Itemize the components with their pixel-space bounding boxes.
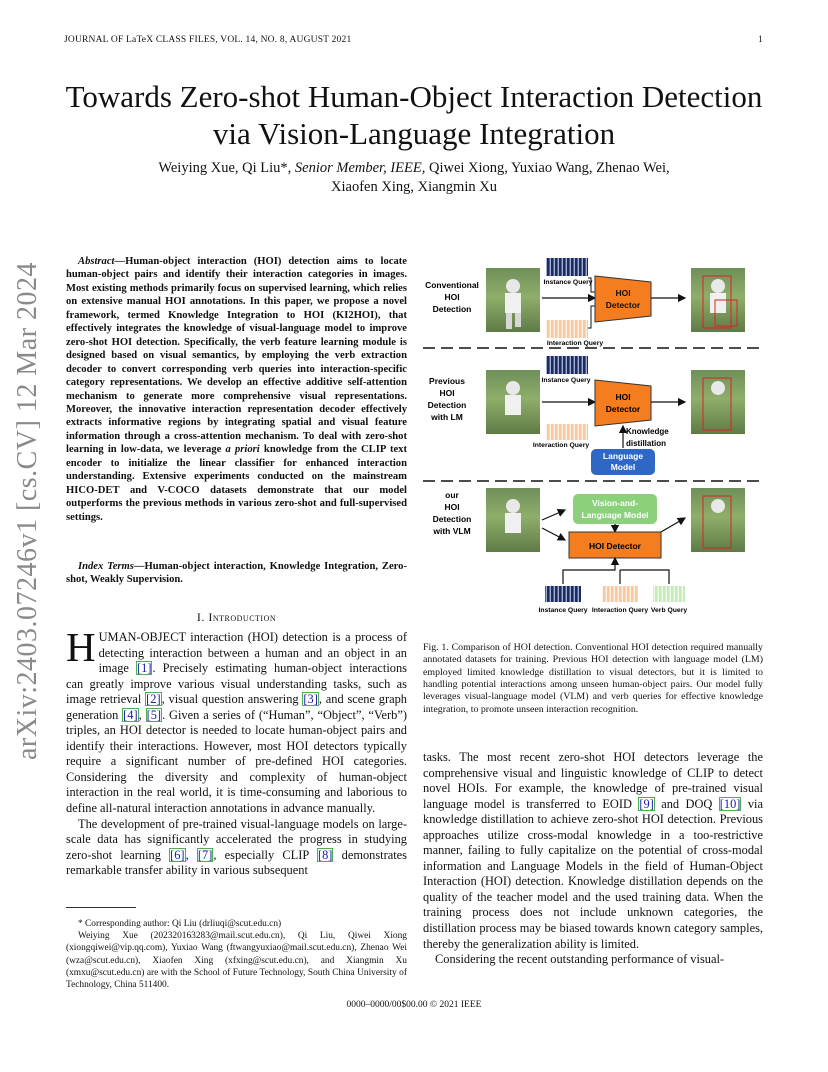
text-run: UMAN-OBJECT interaction (HOI) detection is a process of detecting interaction between a human and an object in an image [98,630,407,676]
citation-link[interactable]: [1] [137,661,152,676]
interaction-query-label-2: Interaction Query [532,442,590,449]
interaction-query-tokens-2 [546,424,588,440]
hoi-detector-label-2: Detector [605,300,641,310]
index-terms-text: —Human-object interaction, Knowledge Integration, Zero-shot, Weakly Supervision. [66,561,407,586]
output-image-photo [691,268,745,332]
intro-paragraph-1 [66,624,407,817]
figure-caption: Fig. 1. Comparison of HOI detection. Conventional HOI detection required manually annotated datasets for training. Previous HOI detection with language model (LM) employed limited knowledge distillation to visual detectors, but it is limited to handling potential interactions among unseen human-object pairs. Our model fully leverages visual-language model (VLM) and verb queries for effective knowledge integration, to promote unseen interaction recognition. [423,642,763,715]
author-list [60,159,768,197]
vlm-label-2: Language Model [581,510,649,520]
paper-title: Towards Zero-shot Human-Object Interaction Detection via Vision-Language Integration [65,79,763,151]
abstract [66,255,407,524]
instance-query-tokens-3 [545,586,581,602]
row3-label-1: our [445,490,459,500]
vlm-label-1: Vision-and- [591,498,639,508]
index-terms-label: Index Terms [78,561,134,572]
text-run: , and scene graph generation [66,692,407,722]
footnote-affiliations: Weiying Xue (202320163283@mail.scut.edu.cn), Qi Liu, Qiwei Xiong (xiongqiwei@vip.qq.com), Yuxiao Wang (ftwangyuxiao@mail.scut.edu.cn), Zhenao Wei (wza@scut.edu.cn), Xiaofen Xing (xfxing@scut.edu.cn), and Xiangmin Xu (xmxu@scut.edu.cn) are with the School of Future Technology, South China University of Technology, China 511400. [66,931,407,991]
interaction-query-tokens [546,320,588,338]
abstract-text: —Human-object interaction (HOI) detection aims to locate human-object pairs and identify their interaction categories in images. Most existing methods primarily focus on supervised learning, which relies on extensive manual HOI annotations. In this paper, we propose a novel framework, termed Knowledge Integration to HOI (KI2HOI), that effectively integrates the knowledge of visual-language model to improve zero-shot HOI detection. Specifically, the verb feature learning module is designed based on visual semantics, by employing the verb extraction decoder to convert corresponding verb queries into interaction-specific category representations. We develop an effective additive self-attention mechanism to generate more comprehensive visual representations. Moreover, the innovative interaction representation decoder effectively extracts informative regions by integrating spatial and visual feature information through a cross-attention mechanism. To deal with zero-shot learning in low-data, we leverage [66,256,407,456]
row3-label-3: Detection [432,514,472,524]
language-model-label-1: Language [602,451,644,461]
authors-b: Qiwei Xiong, Yuxiao Wang, Zhenao Wei, [425,160,670,176]
footnote-rule [66,907,136,908]
right-paragraph-2: Considering the recent outstanding performance of visual- [435,952,725,967]
arxiv-side-stamp: arXiv:2403.07246v1 [cs.CV] 12 Mar 2024 [12,261,43,760]
right-paragraph-1 [423,750,763,952]
text-run: , especially CLIP [213,847,317,862]
text-run: , [185,847,197,862]
page-number: 1 [758,35,763,45]
citation-link[interactable]: [9] [639,796,654,811]
citation-link[interactable]: [7] [197,847,213,862]
text-run: The development of pre-trained visual-language models on large-scale data has significantly accelerated the progress in studying zero-shot learning [66,816,407,862]
hoi-detector-2-label-2: Detector [605,404,641,414]
row2-label-3: Detection [427,400,467,410]
citation-link[interactable]: [3] [303,692,318,707]
instance-query-label-2: Instance Query [541,377,591,384]
row3-label-4: with VLM [433,526,471,536]
hoi-detector-label-1: HOI [615,288,631,298]
citation-link[interactable]: [5] [146,707,162,722]
abstract-label: Abstract [78,256,115,267]
figure-1-diagram [423,256,765,618]
citation-link[interactable]: [6] [170,847,185,862]
text-run: tasks. The most recent zero-shot HOI detectors leverage the comprehensive visual and linguistic knowledge of CLIP to detect novel HOIs. For example, the knowledge of pre-trained visual language model is transferred to EOID [423,750,763,811]
verb-query-tokens [653,586,685,602]
hoi-detector-3-label: HOI Detector [589,541,641,551]
text-run: , visual question answering [161,692,303,707]
copyright-footer: 0000–0000/00$00.00 © 2021 IEEE [346,1000,482,1010]
output-image-photo-3 [691,488,745,552]
instance-query-tokens-2 [546,356,588,374]
author-role: Senior Member, IEEE, [294,160,426,176]
text-run: . Given a series of (“Human”, “Object”, “Verb”) triples, an HOI detector is needed to locate human-object pairs and identify their interactions. However, most HOI detectors typically require a significant number of pre-defined HOI categories. Considering the diversity and complexity of human-object interaction in the real world, it is time-consuming and laborious to define all-natural interaction annotations in advance manually. [66,707,407,816]
knowledge-label-2: distillation [626,439,666,448]
footnotes [66,918,407,991]
row2-label-2: HOI [439,388,455,398]
input-image-photo [486,268,540,332]
interaction-query-label: Interaction Query [546,340,604,347]
input-image-photo-3 [486,488,540,552]
text-run: via knowledge distillation to achieve zero-shot HOI detection. Previous approaches utilize cross-modal knowledge in a too-restrictive manner, failing to fully capitalize on the potential of cross-modal information and Language Models in the field of Human-Object Interaction (HOI) detection. Knowledge distillation depends on the quality of the teacher model and the used training data. When the training process does not include unknown categories, the distillation process may be biased towards known category samples, thereby the generalization ability is limited. [423,796,763,951]
instance-query-tokens [546,258,588,276]
row1-label-3: Detection [432,304,472,314]
row3-label-2: HOI [444,502,460,512]
footnote-corresponding: * Corresponding author: Qi Liu (drliuqi@scut.edu.cn) [78,919,282,929]
abstract-emph: a priori [225,444,260,456]
language-model-label-2: Model [610,462,636,472]
text-run: demonstrates remarkable transfer ability in various subsequent [66,847,407,878]
row2-label-1: Previous [429,376,465,386]
verb-query-label: Verb Query [650,607,688,614]
interaction-query-tokens-3 [602,586,638,602]
intro-paragraph-2 [66,817,407,879]
authors-line2: Xiaofen Xing, Xiangmin Xu [331,179,497,195]
right-column-body [423,750,763,968]
text-run: , [138,707,146,722]
intro-body [66,624,407,879]
drop-cap: H [66,624,96,670]
hoi-detector-2-label-1: HOI [615,392,631,402]
hoi-detector-box [595,276,651,322]
citation-link[interactable]: [8] [317,847,333,862]
output-image-photo-2 [691,370,745,434]
row1-label-2: HOI [444,292,460,302]
row2-label-4: with LM [431,412,463,422]
citation-link[interactable]: [4] [123,707,138,722]
row-previous-lm [428,356,745,475]
running-head: JOURNAL OF LaTeX CLASS FILES, VOL. 14, NO. 8, AUGUST 2021 [64,35,352,45]
instance-query-label: Instance Query [543,279,593,286]
text-run: and DOQ [654,796,719,811]
knowledge-label-1: Knowledge [626,427,669,436]
section-heading: I. Introduction [196,610,277,624]
row1-label-1: Conventional [425,280,479,290]
instance-query-label-3: Instance Query [538,607,588,614]
index-terms [66,560,407,587]
row-conventional [425,258,745,347]
text-run: . Precisely estimating human-object interactions can greatly improve various visual understanding tasks, such as image retrieval [66,661,407,707]
hoi-detector-box-2 [595,380,651,426]
citation-link[interactable]: [2] [146,692,161,707]
authors-a: Weiying Xue, Qi Liu*, [158,160,295,176]
interaction-query-label-3: Interaction Query [591,607,649,614]
input-image-photo-2 [486,370,540,434]
abstract-text-end: knowledge from the CLIP text encoder to initialize the linear classifier for enhanced interaction understanding. Extensive experiments conducted on the mainstream HICO-DET and V-COCO datasets demonstrate that our model outperforms the previous methods in various zero-shot and full-supervised settings. [66,444,407,523]
row-ours-vlm [432,488,745,614]
citation-link[interactable]: [10] [719,796,741,811]
